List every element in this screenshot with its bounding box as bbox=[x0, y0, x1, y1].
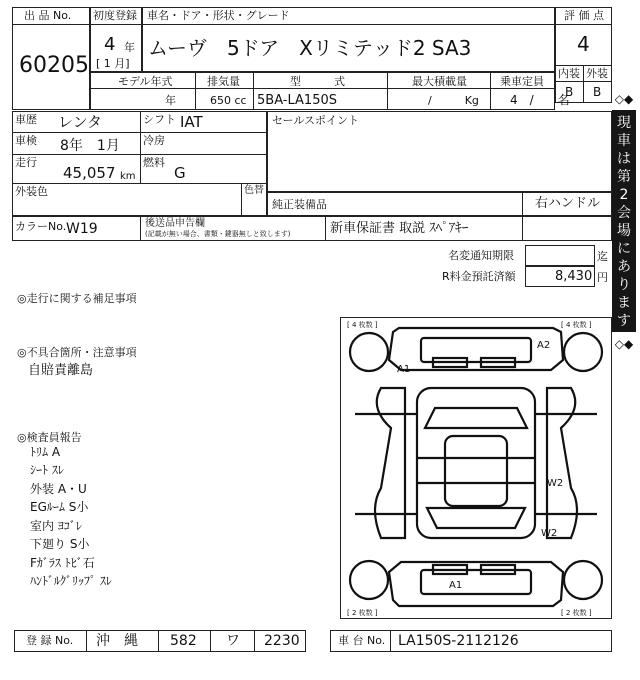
inspector-item: Fｶﾞﾗｽ ﾄﾋﾞ石 bbox=[30, 556, 95, 570]
exterior-grade: B bbox=[593, 85, 602, 99]
capacity-value: 4 / 名 bbox=[510, 93, 570, 107]
equipment-label: 純正装備品 bbox=[272, 198, 327, 211]
score-value: 4 bbox=[577, 32, 590, 56]
shift-label: シフト bbox=[143, 113, 176, 126]
inspector-item: EGﾙｰﾑ S小 bbox=[30, 500, 89, 514]
capacity-label: 乗車定員 bbox=[500, 75, 544, 88]
documents-note: (記載が無い場合、書類・鍵器無しと致します) bbox=[145, 230, 291, 238]
damage-diagram bbox=[340, 317, 612, 619]
interior-grade: B bbox=[565, 85, 574, 99]
max-load-value: / Kg bbox=[428, 94, 479, 107]
name-change-unit: 迄 bbox=[597, 250, 608, 263]
chassis-label: 車 台 No. bbox=[338, 634, 386, 647]
inspector-item: 外装 A・U bbox=[30, 482, 87, 496]
banner-char: に bbox=[617, 241, 631, 257]
model-year-label: モデル年式 bbox=[118, 75, 173, 88]
inspection-value: 8年 1月 bbox=[60, 138, 120, 154]
damage-mark: A1 bbox=[449, 580, 463, 591]
tire-count-bottom-left: [ 2 枚数 ] bbox=[347, 609, 378, 617]
inspector-item: ｼｰﾄ ｽﾚ bbox=[30, 463, 64, 477]
mileage-label: 走行 bbox=[15, 156, 37, 169]
model-year-unit: 年 bbox=[165, 94, 176, 107]
registration-class: 582 bbox=[170, 633, 197, 649]
inspection-label: 車検 bbox=[15, 134, 37, 147]
inspector-report-label: ◎検査員報告 bbox=[17, 431, 82, 444]
registration-number: 2230 bbox=[264, 633, 300, 649]
vehicle-name: ムーヴ 5ドア Xリミテッド2 SA3 bbox=[148, 36, 472, 60]
shift-value: IAT bbox=[180, 113, 203, 131]
score-label: 評 価 点 bbox=[564, 9, 604, 22]
displacement-value: 650 cc bbox=[210, 94, 247, 107]
type-value: 5BA-LA150S bbox=[257, 93, 337, 108]
banner-char: 車 bbox=[617, 133, 631, 149]
history-label: 車歴 bbox=[15, 113, 37, 126]
sidebar-bottom-mark: ◇◆ bbox=[614, 337, 634, 351]
color-no-value: W19 bbox=[66, 221, 98, 237]
registration-kana: ワ bbox=[226, 633, 240, 649]
inspector-item: 室内 ﾖｺﾞﾚ bbox=[30, 519, 82, 533]
banner-char: 2 bbox=[619, 187, 629, 203]
recycle-fee-value: 8,430 bbox=[555, 269, 593, 284]
tire-count-top-left: [ 4 枚数 ] bbox=[347, 321, 378, 329]
banner-char: 第 bbox=[617, 169, 631, 185]
name-change-label: 名変通知期限 bbox=[448, 249, 514, 262]
banner-char: 場 bbox=[617, 223, 631, 239]
first-registration-month: [ 1 月] bbox=[96, 57, 130, 70]
banner-char: あ bbox=[617, 259, 631, 275]
banner-char: 会 bbox=[617, 205, 631, 221]
recycle-fee-label: R料金預託済額 bbox=[442, 270, 516, 283]
venue-notice-banner bbox=[612, 110, 636, 332]
inspector-item: 下廻り S小 bbox=[30, 537, 90, 551]
damage-mark: W2 bbox=[547, 478, 564, 489]
banner-char: 現 bbox=[617, 115, 631, 131]
sidebar-top-mark: ◇◆ bbox=[614, 92, 634, 106]
first-registration-label: 初度登録 bbox=[93, 9, 137, 22]
documents-value: 新車保証書 取説 ｽﾍﾟｱｷｰ bbox=[330, 221, 469, 236]
name-change-box bbox=[525, 245, 595, 266]
mileage-unit: km bbox=[120, 171, 136, 182]
inspector-item: ﾊﾝﾄﾞﾙｸﾞﾘｯﾌﾟ ｽﾚ bbox=[30, 574, 112, 588]
tire-count-bottom-right: [ 2 枚数 ] bbox=[561, 609, 592, 617]
mileage-value: 45,057 bbox=[63, 164, 116, 182]
ac-label: 冷房 bbox=[143, 134, 165, 147]
damage-mark: A2 bbox=[537, 340, 551, 351]
car-outline-svg bbox=[341, 318, 611, 618]
exterior-label: 外装 bbox=[586, 67, 608, 80]
banner-char: は bbox=[617, 151, 631, 167]
defects-label: ◎不具合箇所・注意事項 bbox=[17, 346, 137, 359]
first-registration-year: 4 bbox=[104, 34, 116, 55]
type-label: 型 式 bbox=[290, 75, 345, 88]
history-value: レンタ bbox=[58, 113, 103, 131]
documents-label: 後送品申告欄 bbox=[145, 218, 205, 229]
defects-item: 自賠責離島 bbox=[28, 363, 94, 378]
banner-char: す bbox=[617, 313, 631, 329]
exterior-color-label: 外装色 bbox=[15, 185, 48, 198]
damage-mark: W2 bbox=[541, 528, 558, 539]
repaint-label: 色替 bbox=[244, 185, 264, 196]
inspector-item: ﾄﾘﾑ A bbox=[30, 445, 61, 459]
lot-number: 60205 bbox=[19, 53, 89, 78]
recycle-fee-unit: 円 bbox=[597, 271, 608, 284]
sales-point-label: セールスポイント bbox=[272, 114, 360, 127]
tire-count-top-right: [ 4 枚数 ] bbox=[561, 321, 592, 329]
lot-number-label: 出 品 No. bbox=[24, 9, 72, 22]
displacement-label: 排気量 bbox=[207, 75, 240, 88]
color-no-label: カラーNo. bbox=[15, 220, 67, 233]
registration-region: 沖 縄 bbox=[96, 633, 138, 649]
registration-label: 登 録 No. bbox=[26, 634, 74, 647]
fuel-value: G bbox=[174, 164, 186, 182]
banner-char: り bbox=[617, 277, 631, 293]
max-load-label: 最大積載量 bbox=[412, 75, 467, 88]
vehicle-name-label: 車名・ドア・形状・グレード bbox=[147, 9, 290, 22]
steering-value: 右ハンドル bbox=[535, 196, 601, 211]
interior-label: 内装 bbox=[558, 67, 580, 80]
damage-mark: A1 bbox=[397, 364, 411, 375]
year-unit: 年 bbox=[124, 41, 135, 54]
fuel-label: 燃料 bbox=[143, 156, 165, 169]
banner-char: ま bbox=[617, 295, 631, 311]
driving-notes-label: ◎走行に関する補足事項 bbox=[17, 292, 137, 305]
chassis-number: LA150S-2112126 bbox=[398, 633, 519, 649]
